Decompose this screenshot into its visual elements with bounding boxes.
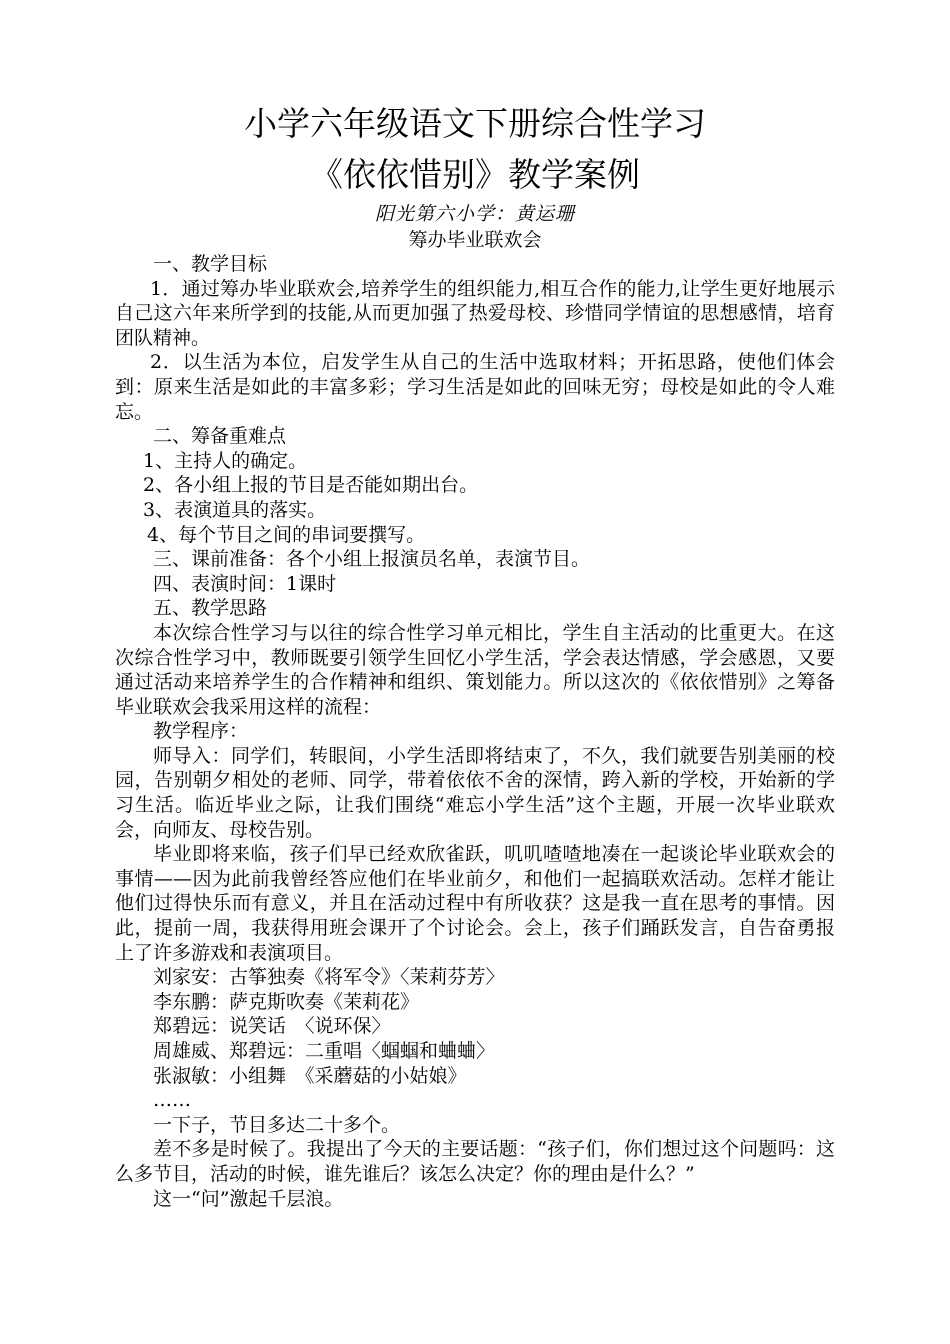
document-subtitle: 筹办毕业联欢会 [408, 229, 542, 251]
question-paragraph: 差不多是时候了。我提出了今天的主要话题：“孩子们，你们想过这个问题吗：这么多节目，活动的时候，谁先谁后？该怎么决定？你的理由是什么？” [115, 1138, 835, 1185]
closing-paragraph: 这一“问”激起千层浪。 [153, 1187, 344, 1210]
procedure-heading: 教学程序： [153, 720, 249, 743]
difficulty-item-3: 3、表演道具的落实。 [143, 498, 327, 521]
section-heading-time: 四、表演时间：1课时 [153, 572, 337, 595]
document-title-line-2: 《依依惜别》教学案例 [310, 155, 640, 194]
difficulty-item-4: 4、每个节目之间的串词要撰写。 [147, 523, 426, 546]
difficulty-item-2: 2、各小组上报的节目是否能如期出台。 [143, 474, 479, 497]
graduation-paragraph: 毕业即将来临，孩子们早已经欢欣雀跃，叽叽喳喳地凑在一起谈论毕业联欢会的事情——因为此前我曾经答应他们在毕业前夕，和他们一起搞联欢活动。怎样才能让他们过得快乐而有意义，并且在活动过程中有所收获？这是我一直在思考的事情。因此，提前一周，我获得用班会课开了个讨论会。会上，孩子们踊跃发言，自告奋勇报上了许多游戏和表演项目。 [115, 843, 835, 964]
difficulty-item-1: 1、主持人的确定。 [143, 449, 308, 472]
program-count-paragraph: 一下子，节目多达二十多个。 [153, 1113, 401, 1136]
goal-paragraph-2: 2．以生活为本位，启发学生从自己的生活中选取材料；开拓思路，使他们体会到：原来生活是如此的丰富多彩；学习生活是如此的回味无穷；母校是如此的令人难忘。 [115, 351, 835, 423]
teacher-intro-paragraph: 师导入：同学们，转眼间，小学生活即将结束了，不久，我们就要告别美丽的校园，告别朝夕相处的老师、同学，带着依依不舍的深情，跨入新的学校，开始新的学习生活。临近毕业之际，让我们围绕“难忘小学生活”这个主题，开展一次毕业联欢会，向师友、母校告别。 [115, 744, 835, 841]
program-item-4: 周雄威、郑碧远：二重唱〈蝈蝈和蛐蛐〉 [153, 1040, 496, 1062]
section-heading-difficulties: 二、筹备重难点 [153, 425, 287, 448]
program-item-2: 李东鹏：萨克斯吹奏《茉莉花》 [153, 990, 420, 1013]
program-item-1: 刘家安：古筝独奏《将军令》〈茉莉芬芳〉 [153, 966, 505, 989]
section-heading-approach: 五、教学思路 [153, 597, 268, 620]
section-heading-goals: 一、教学目标 [153, 253, 268, 275]
goal-paragraph-1: 1．通过筹办毕业联欢会,培养学生的组织能力,相互合作的能力,让学生更好地展示自己这六年来所学到的技能,从而更加强了热爱母校、珍惜同学情谊的思想感情，培育团队精神。 [115, 277, 835, 349]
document-title-line-1: 小学六年级语文下册综合性学习 [244, 104, 706, 143]
document-body [115, 252, 835, 1211]
section-heading-preparation: 三、课前准备：各个小组上报演员名单，表演节目。 [153, 548, 591, 571]
approach-paragraph: 本次综合性学习与以往的综合性学习单元相比，学生自主活动的比重更大。在这次综合性学习中，教师既要引领学生回忆小学生活，学会表达情感，学会感恩，又要通过活动来培养学生的合作精神和组织、策划能力。所以这次的《依依惜别》之筹备毕业联欢会我采用这样的流程： [115, 621, 835, 718]
program-ellipsis: …… [153, 1089, 191, 1112]
program-item-5: 张淑敏：小组舞 《采蘑菇的小姑娘》 [153, 1064, 467, 1087]
program-item-3: 郑碧远：说笑话 〈说环保〉 [153, 1015, 391, 1038]
author-line: 阳光第六小学：黄运珊 [374, 203, 575, 225]
